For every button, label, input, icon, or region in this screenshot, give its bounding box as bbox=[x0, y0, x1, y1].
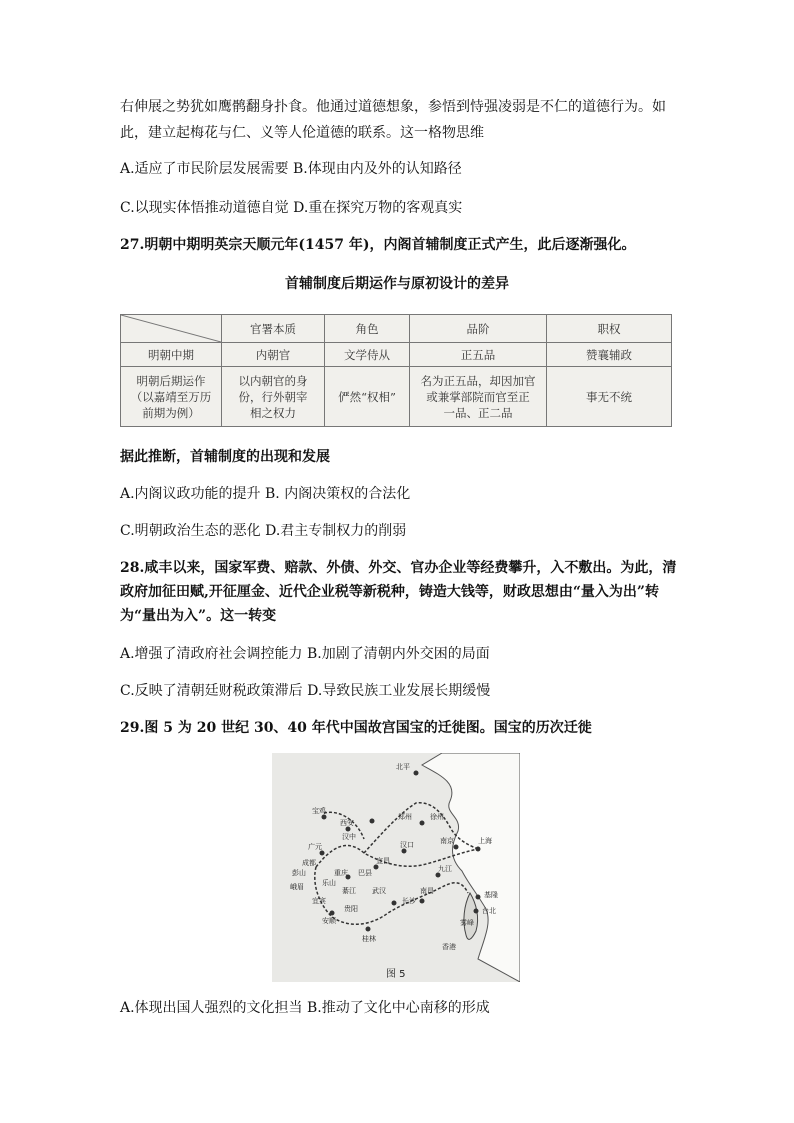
intro-line-1: 右伸展之势犹如鹰鹘翻身扑食。他通过道德想象，参悟到恃强凌弱是不仁的道德行为。如 bbox=[120, 99, 666, 115]
cell-line: 或兼掌部院而官至正 bbox=[426, 389, 530, 404]
table-cell bbox=[222, 367, 325, 427]
q28-option-ab: A.增强了清政府社会调控能力 B.加剧了清朝内外交困的局面 bbox=[120, 646, 490, 662]
map-label: 峨眉 bbox=[290, 883, 304, 891]
q28-line-2: 政府加征田赋,开征厘金、近代企业税等新税种，铸造大钱等，财政思想由“量入为出”转 bbox=[120, 584, 659, 600]
city-marker bbox=[330, 911, 335, 916]
city-marker bbox=[366, 927, 371, 932]
map-label: 徐州 bbox=[430, 813, 444, 821]
q27-table-title: 首辅制度后期运作与原初设计的差异 bbox=[285, 276, 509, 292]
map-label: 乐山 bbox=[322, 879, 336, 887]
row-label-line: （以嘉靖至万历 bbox=[130, 389, 212, 404]
map-label: 汉口 bbox=[400, 841, 414, 849]
row-label: 明朝中期 bbox=[121, 343, 222, 367]
q28-line-3: 为“量出为入”。这一转变 bbox=[120, 608, 277, 624]
cell-line: 一品、正二品 bbox=[443, 405, 513, 420]
q28-option-cd: C.反映了清朝廷财税政策滞后 D.导致民族工业发展长期缓慢 bbox=[120, 683, 491, 699]
q27-option-cd: C.明朝政治生态的恶化 D.君主专制权力的削弱 bbox=[120, 523, 407, 539]
cell-line: 份，行外朝宰 bbox=[238, 389, 308, 404]
city-marker bbox=[414, 771, 419, 776]
city-marker bbox=[402, 849, 407, 854]
map-label: 汉中 bbox=[342, 833, 356, 841]
row-label-line: 前期为例） bbox=[142, 405, 200, 420]
map-figure bbox=[272, 753, 520, 982]
city-marker bbox=[476, 895, 481, 900]
q27-stem: 27.明朝中期明英宗天顺元年(1457 年)，内阁首辅制度正式产生，此后逐渐强化。 bbox=[120, 237, 636, 253]
city-marker bbox=[346, 827, 351, 832]
city-marker bbox=[420, 899, 425, 904]
map-label: 彭山 bbox=[292, 869, 306, 877]
city-marker bbox=[436, 873, 441, 878]
table-cell: 文学侍从 bbox=[325, 343, 410, 367]
table-cell: 事无不统 bbox=[547, 367, 672, 427]
map-label: 宝鸡 bbox=[312, 807, 326, 815]
table-cell bbox=[410, 367, 547, 427]
cell-line: 以内朝官的身 bbox=[238, 373, 308, 388]
comparison-table bbox=[120, 314, 672, 427]
city-marker bbox=[392, 901, 397, 906]
map-label: 武汉 bbox=[372, 887, 386, 895]
map-label: 巴县 bbox=[358, 869, 372, 877]
map-label: 九江 bbox=[438, 865, 452, 873]
map-label: 南京 bbox=[440, 837, 454, 845]
city-marker bbox=[454, 845, 459, 850]
map-label: 安顺 bbox=[322, 917, 336, 925]
cell-line: 相之权力 bbox=[250, 405, 296, 420]
table-row bbox=[121, 343, 672, 367]
map-label: 郑州 bbox=[398, 813, 412, 821]
q29-stem: 29.图 5 为 20 世纪 30、40 年代中国故宫国宝的迁徙图。国宝的历次迁徙 bbox=[120, 720, 592, 736]
map-label: 重庆 bbox=[334, 869, 348, 877]
map-label: 綦江 bbox=[342, 887, 356, 895]
map-label: 台北 bbox=[482, 907, 496, 915]
q29-option-ab: A.体现出国人强烈的文化担当 B.推动了文化中心南移的形成 bbox=[120, 1000, 490, 1016]
map-label: 香港 bbox=[442, 943, 456, 951]
row-label-line: 明朝后期运作 bbox=[136, 373, 206, 388]
table-header: 品阶 bbox=[410, 315, 547, 343]
map-label: 南昌 bbox=[420, 887, 434, 895]
map-label: 贵阳 bbox=[344, 905, 358, 913]
q27-follow: 据此推断，首辅制度的出现和发展 bbox=[120, 449, 330, 465]
map-label: 桂林 bbox=[362, 935, 376, 943]
map-label: 北平 bbox=[396, 763, 410, 771]
table-header: 官署本质 bbox=[222, 315, 325, 343]
city-marker bbox=[320, 851, 325, 856]
cell-line: 名为正五品，却因加官 bbox=[420, 373, 536, 388]
city-marker bbox=[474, 909, 479, 914]
q28-line-1: 28.咸丰以来，国家军费、赔款、外债、外交、官办企业等经费攀升，入不敷出。为此，清 bbox=[120, 560, 677, 576]
table-header: 职权 bbox=[547, 315, 672, 343]
table-corner-cell bbox=[121, 315, 222, 343]
map-caption: 图 5 bbox=[386, 969, 406, 980]
city-marker bbox=[420, 821, 425, 826]
table-cell: 赞襄辅政 bbox=[547, 343, 672, 367]
q26-option-ab: A.适应了市民阶层发展需要 B.体现由内及外的认知路径 bbox=[120, 161, 462, 177]
migration-map bbox=[272, 753, 520, 982]
city-marker bbox=[374, 865, 379, 870]
q27-option-ab: A.内阁议政功能的提升 B. 内阁决策权的合法化 bbox=[120, 486, 411, 502]
row-label bbox=[121, 367, 222, 427]
map-label: 广元 bbox=[308, 843, 322, 851]
map-label: 基隆 bbox=[484, 891, 498, 899]
map-label: 上海 bbox=[478, 837, 492, 845]
map-label: 成都 bbox=[302, 859, 316, 867]
table-cell: 俨然“权相” bbox=[325, 367, 410, 427]
table-cell: 正五品 bbox=[410, 343, 547, 367]
map-label: 宜昌 bbox=[376, 857, 390, 865]
map-label: 西安 bbox=[340, 819, 354, 827]
city-marker bbox=[322, 815, 327, 820]
diagonal-line bbox=[121, 315, 221, 342]
table-cell: 内朝官 bbox=[222, 343, 325, 367]
table-row bbox=[121, 367, 672, 427]
intro-line-2: 此，建立起梅花与仁、义等人伦道德的联系。这一格物思维 bbox=[120, 125, 484, 141]
table-header: 角色 bbox=[325, 315, 410, 343]
city-marker bbox=[476, 847, 481, 852]
map-label: 雾峰 bbox=[460, 919, 474, 927]
map-label: 宜宾 bbox=[312, 897, 326, 905]
q26-option-cd: C.以现实体悟推动道德自觉 D.重在探究万物的客观真实 bbox=[120, 200, 463, 216]
city-marker bbox=[370, 819, 375, 824]
map-label: 长沙 bbox=[402, 897, 416, 905]
